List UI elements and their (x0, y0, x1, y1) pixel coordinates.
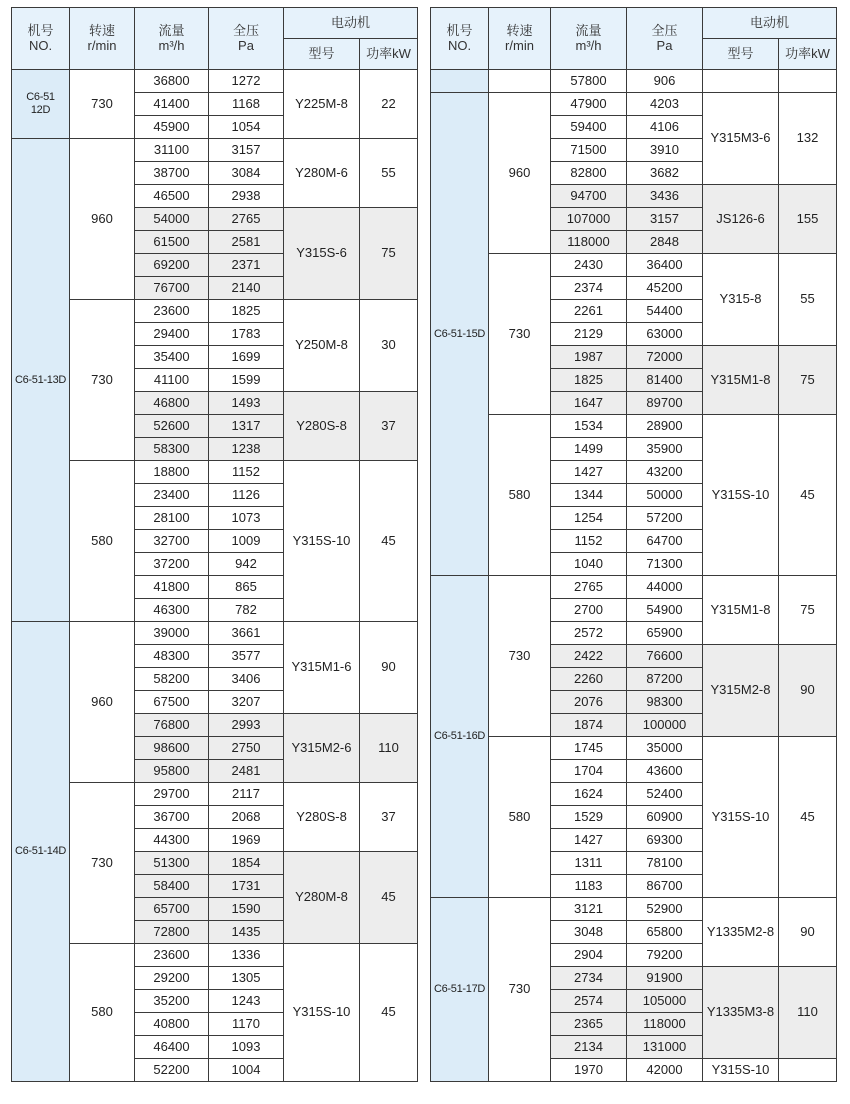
motor-model-cell: Y280S-8 (284, 783, 360, 852)
flow-cell: 2765 (551, 576, 627, 599)
flow-cell: 2260 (551, 668, 627, 691)
motor-model-cell: Y1335M2-8 (703, 898, 779, 967)
pressure-cell: 4203 (627, 93, 703, 116)
flow-cell: 2700 (551, 599, 627, 622)
speed-cell: 960 (70, 622, 135, 783)
pressure-cell: 2938 (209, 185, 284, 208)
pressure-cell: 2140 (209, 277, 284, 300)
pressure-cell: 1126 (209, 484, 284, 507)
header-motor-model: 型号 (703, 39, 779, 70)
pressure-cell: 86700 (627, 875, 703, 898)
flow-cell: 46300 (135, 599, 209, 622)
table-row (12, 783, 418, 806)
pressure-cell: 1599 (209, 369, 284, 392)
pressure-cell: 52400 (627, 783, 703, 806)
pressure-cell: 1493 (209, 392, 284, 415)
table-row (431, 415, 837, 438)
pressure-cell: 2750 (209, 737, 284, 760)
pressure-cell: 64700 (627, 530, 703, 553)
pressure-cell: 3157 (209, 139, 284, 162)
flow-cell: 3048 (551, 921, 627, 944)
pressure-cell: 1152 (209, 461, 284, 484)
flow-cell: 54000 (135, 208, 209, 231)
pressure-cell: 3436 (627, 185, 703, 208)
pressure-cell: 43600 (627, 760, 703, 783)
flow-cell: 76700 (135, 277, 209, 300)
motor-power-cell: 110 (360, 714, 418, 783)
pressure-cell: 2581 (209, 231, 284, 254)
motor-model-cell (703, 70, 779, 93)
motor-power-cell: 155 (779, 185, 837, 254)
flow-cell: 23600 (135, 944, 209, 967)
flow-cell: 31100 (135, 139, 209, 162)
pressure-cell: 91900 (627, 967, 703, 990)
motor-power-cell: 37 (360, 783, 418, 852)
flow-cell: 46400 (135, 1036, 209, 1059)
motor-model-cell: Y315M1-6 (284, 622, 360, 714)
header-speed: 转速 r/min (489, 8, 551, 70)
flow-cell: 29400 (135, 323, 209, 346)
pressure-cell: 1243 (209, 990, 284, 1013)
motor-power-cell: 132 (779, 93, 837, 185)
flow-cell: 51300 (135, 852, 209, 875)
pressure-cell: 45200 (627, 277, 703, 300)
flow-cell: 2365 (551, 1013, 627, 1036)
pressure-cell: 2765 (209, 208, 284, 231)
flow-cell: 1152 (551, 530, 627, 553)
pressure-cell: 57200 (627, 507, 703, 530)
flow-cell: 2430 (551, 254, 627, 277)
pressure-cell: 54400 (627, 300, 703, 323)
table-row (431, 70, 837, 93)
flow-cell: 44300 (135, 829, 209, 852)
flow-cell: 1427 (551, 461, 627, 484)
header-flow: 流量 m³/h (135, 8, 209, 70)
machine-no-cell: C6-51 12D (12, 70, 70, 139)
flow-cell: 1874 (551, 714, 627, 737)
motor-power-cell: 90 (779, 645, 837, 737)
pressure-cell: 1009 (209, 530, 284, 553)
pressure-cell: 42000 (627, 1059, 703, 1082)
flow-cell: 57800 (551, 70, 627, 93)
pressure-cell: 1731 (209, 875, 284, 898)
pressure-cell: 44000 (627, 576, 703, 599)
pressure-cell: 1168 (209, 93, 284, 116)
flow-cell: 1624 (551, 783, 627, 806)
flow-cell: 107000 (551, 208, 627, 231)
flow-cell: 18800 (135, 461, 209, 484)
flow-cell: 1040 (551, 553, 627, 576)
motor-power-cell: 45 (360, 944, 418, 1082)
pressure-cell: 52900 (627, 898, 703, 921)
pressure-cell: 100000 (627, 714, 703, 737)
flow-cell: 35400 (135, 346, 209, 369)
motor-model-cell: Y315M1-8 (703, 576, 779, 645)
left-table-body (12, 70, 418, 1082)
flow-cell: 94700 (551, 185, 627, 208)
pressure-cell: 1969 (209, 829, 284, 852)
speed-cell: 580 (70, 944, 135, 1082)
machine-no-cell: C6-51-16D (431, 576, 489, 898)
speed-cell: 580 (489, 415, 551, 576)
flow-cell: 2374 (551, 277, 627, 300)
table-row (431, 254, 837, 277)
pressure-cell: 1336 (209, 944, 284, 967)
flow-cell: 59400 (551, 116, 627, 139)
flow-cell: 52200 (135, 1059, 209, 1082)
table-row (12, 139, 418, 162)
pressure-cell: 2117 (209, 783, 284, 806)
pressure-cell: 1317 (209, 415, 284, 438)
pressure-cell: 89700 (627, 392, 703, 415)
header-motor-power: 功率kW (360, 39, 418, 70)
motor-model-cell: Y315S-10 (703, 737, 779, 898)
flow-cell: 1647 (551, 392, 627, 415)
pressure-cell: 105000 (627, 990, 703, 1013)
right-table-body (431, 70, 837, 1082)
flow-cell: 2129 (551, 323, 627, 346)
flow-cell: 58300 (135, 438, 209, 461)
motor-power-cell: 45 (360, 461, 418, 622)
speed-cell: 730 (489, 254, 551, 415)
pressure-cell: 782 (209, 599, 284, 622)
pressure-cell: 865 (209, 576, 284, 599)
flow-cell: 41800 (135, 576, 209, 599)
pressure-cell: 2371 (209, 254, 284, 277)
pressure-cell: 2068 (209, 806, 284, 829)
flow-cell: 1745 (551, 737, 627, 760)
flow-cell: 1254 (551, 507, 627, 530)
pressure-cell: 3084 (209, 162, 284, 185)
header-motor-power: 功率kW (779, 39, 837, 70)
pressure-cell: 71300 (627, 553, 703, 576)
table-row (12, 461, 418, 484)
motor-power-cell: 45 (779, 737, 837, 898)
flow-cell: 1534 (551, 415, 627, 438)
motor-power-cell: 22 (360, 70, 418, 139)
motor-power-cell: 37 (360, 392, 418, 461)
left-fan-table (11, 7, 418, 1082)
pressure-cell: 1590 (209, 898, 284, 921)
motor-power-cell: 45 (360, 852, 418, 944)
flow-cell: 58400 (135, 875, 209, 898)
motor-model-cell: Y315-8 (703, 254, 779, 346)
flow-cell: 48300 (135, 645, 209, 668)
flow-cell: 32700 (135, 530, 209, 553)
table-row (431, 576, 837, 599)
pressure-cell: 2481 (209, 760, 284, 783)
speed-cell: 730 (70, 300, 135, 461)
motor-model-cell: Y1335M3-8 (703, 967, 779, 1059)
table-row (12, 70, 418, 93)
flow-cell: 72800 (135, 921, 209, 944)
flow-cell: 2422 (551, 645, 627, 668)
pressure-cell: 1435 (209, 921, 284, 944)
header-motor: 电动机 (284, 8, 418, 39)
speed-cell (489, 70, 551, 93)
table-row (12, 300, 418, 323)
motor-power-cell: 55 (360, 139, 418, 208)
flow-cell: 71500 (551, 139, 627, 162)
pressure-cell: 3406 (209, 668, 284, 691)
motor-model-cell: Y315M3-6 (703, 93, 779, 185)
flow-cell: 3121 (551, 898, 627, 921)
flow-cell: 95800 (135, 760, 209, 783)
pressure-cell: 118000 (627, 1013, 703, 1036)
pressure-cell: 72000 (627, 346, 703, 369)
pressure-cell: 63000 (627, 323, 703, 346)
flow-cell: 28100 (135, 507, 209, 530)
flow-cell: 61500 (135, 231, 209, 254)
motor-model-cell: Y315S-10 (703, 415, 779, 576)
pressure-cell: 1004 (209, 1059, 284, 1082)
flow-cell: 2261 (551, 300, 627, 323)
pressure-cell: 1783 (209, 323, 284, 346)
motor-model-cell: Y280S-8 (284, 392, 360, 461)
pressure-cell: 98300 (627, 691, 703, 714)
flow-cell: 76800 (135, 714, 209, 737)
flow-cell: 1704 (551, 760, 627, 783)
right-fan-table (430, 7, 837, 1082)
motor-power-cell: 45 (779, 415, 837, 576)
motor-model-cell: Y225M-8 (284, 70, 360, 139)
motor-model-cell: Y280M-8 (284, 852, 360, 944)
motor-power-cell (779, 1059, 837, 1082)
pressure-cell: 3207 (209, 691, 284, 714)
table-row (12, 622, 418, 645)
flow-cell: 36800 (135, 70, 209, 93)
machine-cell (431, 70, 489, 93)
flow-cell: 41100 (135, 369, 209, 392)
pressure-cell: 28900 (627, 415, 703, 438)
pressure-cell: 43200 (627, 461, 703, 484)
flow-cell: 65700 (135, 898, 209, 921)
flow-cell: 2734 (551, 967, 627, 990)
pressure-cell: 1054 (209, 116, 284, 139)
pressure-cell: 65900 (627, 622, 703, 645)
flow-cell: 2572 (551, 622, 627, 645)
motor-power-cell: 75 (779, 346, 837, 415)
motor-power-cell: 55 (779, 254, 837, 346)
flow-cell: 118000 (551, 231, 627, 254)
motor-model-cell: Y315M2-6 (284, 714, 360, 783)
pressure-cell: 906 (627, 70, 703, 93)
flow-cell: 47900 (551, 93, 627, 116)
pressure-cell: 2993 (209, 714, 284, 737)
pressure-cell: 4106 (627, 116, 703, 139)
speed-cell: 960 (489, 93, 551, 254)
motor-power-cell: 30 (360, 300, 418, 392)
speed-cell: 730 (70, 70, 135, 139)
pressure-cell: 65800 (627, 921, 703, 944)
header-pressure: 全压 Pa (627, 8, 703, 70)
motor-model-cell: Y315M1-8 (703, 346, 779, 415)
pressure-cell: 3661 (209, 622, 284, 645)
speed-cell: 730 (489, 898, 551, 1082)
table-row (431, 737, 837, 760)
flow-cell: 1499 (551, 438, 627, 461)
pressure-cell: 78100 (627, 852, 703, 875)
pressure-cell: 60900 (627, 806, 703, 829)
flow-cell: 46500 (135, 185, 209, 208)
speed-cell: 960 (70, 139, 135, 300)
flow-cell: 36700 (135, 806, 209, 829)
pressure-cell: 3682 (627, 162, 703, 185)
machine-no-cell: C6-51-15D (431, 93, 489, 576)
machine-no-cell: C6-51-13D (12, 139, 70, 622)
motor-power-cell: 110 (779, 967, 837, 1059)
flow-cell: 1987 (551, 346, 627, 369)
motor-model-cell: Y315S-10 (703, 1059, 779, 1082)
flow-cell: 35200 (135, 990, 209, 1013)
flow-cell: 58200 (135, 668, 209, 691)
header-pressure: 全压 Pa (209, 8, 284, 70)
pressure-cell: 942 (209, 553, 284, 576)
pressure-cell: 3157 (627, 208, 703, 231)
pressure-cell: 50000 (627, 484, 703, 507)
pressure-cell: 81400 (627, 369, 703, 392)
motor-model-cell: JS126-6 (703, 185, 779, 254)
motor-model-cell: Y315S-10 (284, 944, 360, 1082)
pressure-cell: 1073 (209, 507, 284, 530)
pressure-cell: 1825 (209, 300, 284, 323)
flow-cell: 38700 (135, 162, 209, 185)
pressure-cell: 1170 (209, 1013, 284, 1036)
flow-cell: 41400 (135, 93, 209, 116)
pressure-cell: 1093 (209, 1036, 284, 1059)
flow-cell: 2076 (551, 691, 627, 714)
motor-model-cell: Y315M2-8 (703, 645, 779, 737)
motor-model-cell: Y280M-6 (284, 139, 360, 208)
machine-no-cell: C6-51-14D (12, 622, 70, 1082)
flow-cell: 1427 (551, 829, 627, 852)
header-speed: 转速 r/min (70, 8, 135, 70)
pressure-cell: 1854 (209, 852, 284, 875)
motor-model-cell: Y250M-8 (284, 300, 360, 392)
pressure-cell: 69300 (627, 829, 703, 852)
table-row (12, 944, 418, 967)
pressure-cell: 76600 (627, 645, 703, 668)
pressure-cell: 1238 (209, 438, 284, 461)
flow-cell: 69200 (135, 254, 209, 277)
speed-cell: 580 (489, 737, 551, 898)
motor-power-cell: 90 (360, 622, 418, 714)
flow-cell: 46800 (135, 392, 209, 415)
motor-power-cell: 90 (779, 898, 837, 967)
flow-cell: 2134 (551, 1036, 627, 1059)
pressure-cell: 35900 (627, 438, 703, 461)
table-row (431, 898, 837, 921)
flow-cell: 39000 (135, 622, 209, 645)
header-machine-no: 机号 NO. (431, 8, 489, 70)
table-row (431, 93, 837, 116)
pressure-cell: 79200 (627, 944, 703, 967)
pressure-cell: 35000 (627, 737, 703, 760)
flow-cell: 37200 (135, 553, 209, 576)
motor-power-cell: 75 (360, 208, 418, 300)
header-motor: 电动机 (703, 8, 837, 39)
pressure-cell: 131000 (627, 1036, 703, 1059)
pressure-cell: 36400 (627, 254, 703, 277)
flow-cell: 2574 (551, 990, 627, 1013)
flow-cell: 40800 (135, 1013, 209, 1036)
motor-power-cell: 75 (779, 576, 837, 645)
motor-power-cell (779, 70, 837, 93)
flow-cell: 1311 (551, 852, 627, 875)
pressure-cell: 54900 (627, 599, 703, 622)
flow-cell: 23400 (135, 484, 209, 507)
flow-cell: 29200 (135, 967, 209, 990)
machine-no-cell: C6-51-17D (431, 898, 489, 1082)
flow-cell: 82800 (551, 162, 627, 185)
flow-cell: 45900 (135, 116, 209, 139)
speed-cell: 580 (70, 461, 135, 622)
motor-model-cell: Y315S-10 (284, 461, 360, 622)
motor-model-cell: Y315S-6 (284, 208, 360, 300)
flow-cell: 29700 (135, 783, 209, 806)
flow-cell: 1825 (551, 369, 627, 392)
speed-cell: 730 (489, 576, 551, 737)
pressure-cell: 1305 (209, 967, 284, 990)
header-machine-no: 机号 NO. (12, 8, 70, 70)
pressure-cell: 3577 (209, 645, 284, 668)
flow-cell: 67500 (135, 691, 209, 714)
header-flow: 流量 m³/h (551, 8, 627, 70)
speed-cell: 730 (70, 783, 135, 944)
flow-cell: 1970 (551, 1059, 627, 1082)
pressure-cell: 87200 (627, 668, 703, 691)
flow-cell: 52600 (135, 415, 209, 438)
flow-cell: 1183 (551, 875, 627, 898)
pressure-cell: 1699 (209, 346, 284, 369)
flow-cell: 23600 (135, 300, 209, 323)
flow-cell: 1529 (551, 806, 627, 829)
flow-cell: 1344 (551, 484, 627, 507)
flow-cell: 98600 (135, 737, 209, 760)
pressure-cell: 3910 (627, 139, 703, 162)
pressure-cell: 2848 (627, 231, 703, 254)
flow-cell: 2904 (551, 944, 627, 967)
pressure-cell: 1272 (209, 70, 284, 93)
header-motor-model: 型号 (284, 39, 360, 70)
